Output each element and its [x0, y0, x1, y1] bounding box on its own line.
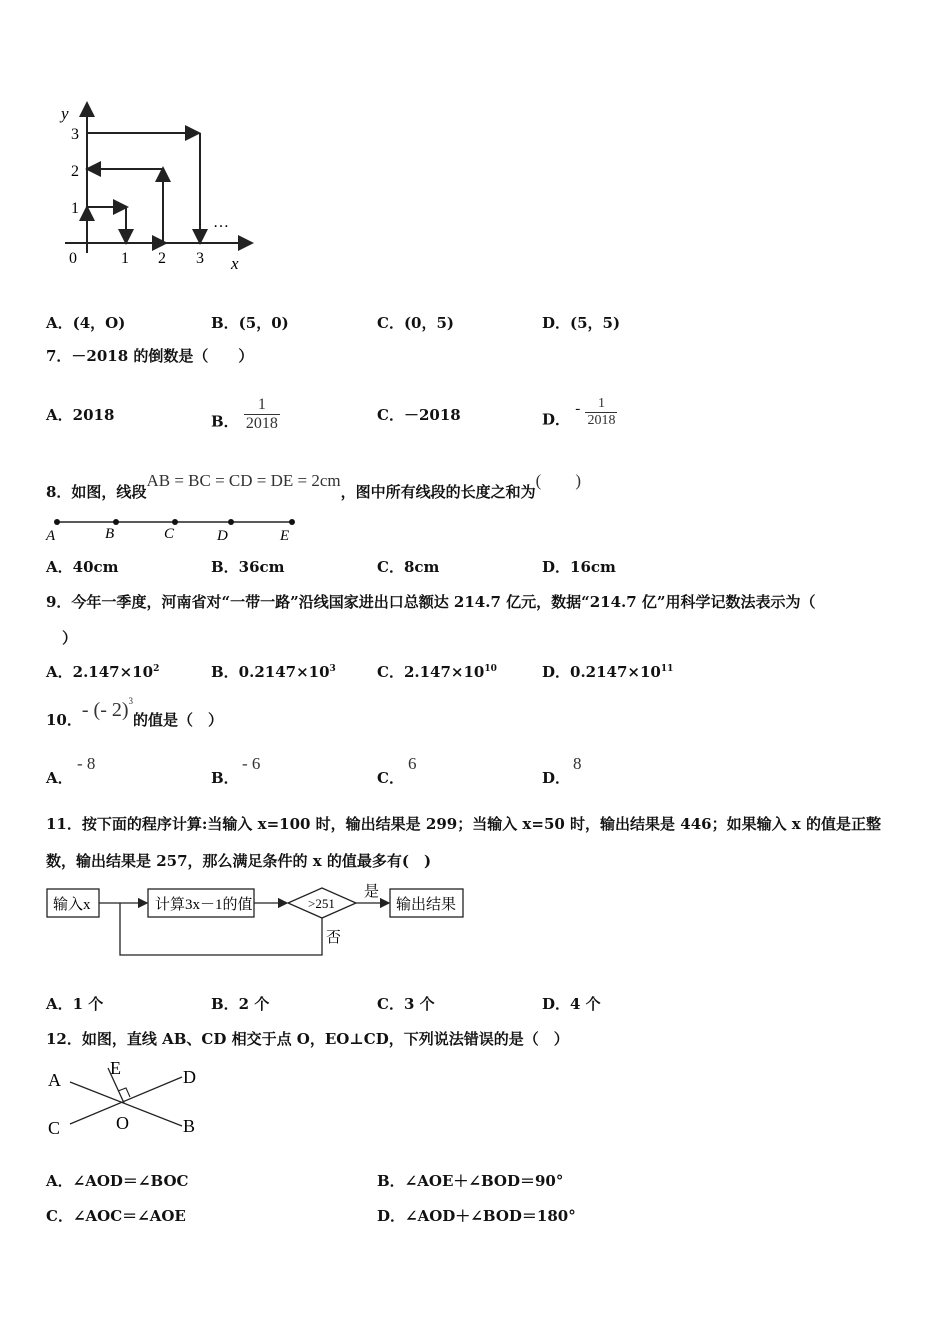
- q8-option-a: A．40cm: [46, 558, 119, 576]
- q9-stem-line2: ）: [62, 629, 78, 647]
- point-d: [228, 519, 234, 525]
- y-axis-label: y: [61, 104, 69, 123]
- point-a: [54, 519, 60, 525]
- q8-stem: [46, 466, 581, 501]
- q7-option-a: A．2018: [46, 406, 115, 424]
- q12-intersecting-lines-figure: [44, 1054, 214, 1144]
- q7-d-numerator: 1: [597, 396, 605, 411]
- q12-option-d: D．∠AOD＋∠BOD＝180°: [377, 1207, 576, 1225]
- q7-option-d: [542, 396, 617, 437]
- q10-option-c-value: 6: [408, 754, 417, 773]
- q7-option-d-fraction: [585, 396, 617, 429]
- q9-option-b: [211, 661, 336, 682]
- label-b: B: [183, 1116, 196, 1136]
- label-o: O: [116, 1113, 129, 1133]
- graph-ellipsis: …: [213, 214, 229, 231]
- q9-a-base: A．2.147×10: [46, 663, 154, 681]
- x-tick-2: 2: [158, 250, 166, 267]
- q10-option-b-value: - 6: [242, 754, 261, 773]
- q12-option-a: A．∠AOD＝∠BOC: [46, 1172, 189, 1190]
- q8-stem-suffix: ，图中所有线段的长度之和为: [340, 483, 536, 501]
- q7-d-denominator: 2018: [587, 413, 616, 428]
- q7-option-b: [211, 396, 280, 441]
- point-d-label: D: [217, 528, 228, 544]
- x-tick-3: 3: [196, 250, 204, 267]
- q10-expression-exponent: 3: [128, 696, 134, 706]
- flow-output-label: 输出结果: [396, 897, 457, 913]
- q11-flowchart: [44, 878, 474, 963]
- point-a-label: A: [46, 528, 56, 544]
- q10-stem-prefix: 10．: [46, 711, 82, 729]
- q11-option-d: D．4 个: [542, 995, 601, 1013]
- y-tick-2: 2: [71, 163, 79, 180]
- q10-option-a-value: - 8: [77, 754, 96, 773]
- q10-option-a-label: A．: [46, 769, 73, 787]
- q7-option-b-fraction: [244, 396, 280, 433]
- q10-option-d-label: D．: [542, 769, 571, 787]
- q9-option-a: [46, 661, 159, 682]
- point-e-label: E: [280, 528, 290, 544]
- q9-b-exponent: 3: [329, 664, 336, 674]
- y-tick-3: 3: [71, 126, 79, 143]
- q8-formula: AB = BC = CD = DE = 2cm: [146, 471, 341, 490]
- q6-option-a: A．(4，O): [46, 314, 126, 332]
- q9-option-d: [542, 661, 673, 682]
- q11-stem-line1: 11．按下面的程序计算:当输入 x=100 时，输出结果是 299；当输入 x=50 时，输出结果是 446；如果输入 x 的值是正整: [46, 815, 881, 833]
- q9-stem-line1: 9．今年一季度，河南省对“一带一路”沿线国家进出口总额达 214.7 亿元，数据“214.7 亿”用科学记数法表示为（: [46, 593, 816, 611]
- q10-option-b-label: B．: [211, 769, 239, 787]
- q9-c-base: C．2.147×10: [377, 663, 485, 681]
- q9-option-c: [377, 661, 497, 682]
- flow-input-label: 输入x: [53, 897, 91, 913]
- q7-option-b-label: B．: [211, 412, 239, 431]
- q10-expression: - (- 2): [81, 699, 129, 721]
- q9-a-exponent: 2: [153, 664, 160, 674]
- q6-option-b: B．(5，0): [211, 314, 289, 332]
- q6-option-c: C．(0，5): [377, 314, 455, 332]
- point-e: [289, 519, 295, 525]
- q8-option-d: D．16cm: [542, 558, 616, 576]
- q7-d-sign: -: [575, 400, 581, 417]
- q10-stem: [46, 696, 224, 729]
- q8-option-c: C．8cm: [377, 558, 440, 576]
- q8-option-b: B．36cm: [211, 558, 285, 576]
- origin-label: 0: [69, 250, 77, 267]
- q12-stem: 12．如图，直线 AB、CD 相交于点 O，EO⊥CD，下列说法错误的是（ ）: [46, 1030, 569, 1048]
- q7-option-d-label: D．: [542, 410, 571, 429]
- q7-b-denominator: 2018: [245, 415, 278, 432]
- q6-option-d: D．(5，5): [542, 314, 621, 332]
- q9-b-base: B．0.2147×10: [211, 663, 330, 681]
- q7-b-numerator: 1: [257, 396, 266, 413]
- label-d: D: [183, 1067, 196, 1087]
- q9-d-base: D．0.2147×10: [542, 663, 661, 681]
- label-c: C: [48, 1118, 61, 1138]
- q10-option-d-value: 8: [573, 754, 582, 773]
- flow-no-label: 否: [326, 930, 342, 946]
- q7-option-c: C．－2018: [377, 406, 461, 424]
- q8-segment-figure: [45, 512, 305, 544]
- q7-stem: 7．－2018 的倒数是（ ）: [46, 347, 254, 365]
- flow-compute-label: 计算3x－1的值: [155, 897, 253, 913]
- y-tick-1: 1: [71, 200, 79, 217]
- q10-option-c-label: C．: [377, 769, 404, 787]
- label-a: A: [48, 1070, 61, 1090]
- flow-yes-label: 是: [364, 884, 380, 900]
- q10-stem-suffix: 的值是（ ）: [133, 711, 224, 729]
- q11-option-b: B．2 个: [211, 995, 270, 1013]
- q11-stem-line2: 数，输出结果是 257，那么满足条件的 x 的值最多有( ): [46, 852, 432, 870]
- point-b: [113, 519, 119, 525]
- x-axis-label: x: [231, 254, 239, 273]
- flow-condition-label: >251: [308, 896, 335, 911]
- x-tick-1: 1: [121, 250, 129, 267]
- q12-option-c: C．∠AOC＝∠AOE: [46, 1207, 186, 1225]
- q12-option-b: B．∠AOE＋∠BOD＝90°: [377, 1172, 564, 1190]
- q8-stem-prefix: 8．如图，线段: [46, 483, 147, 501]
- point-c-label: C: [164, 526, 175, 542]
- point-c: [172, 519, 178, 525]
- q11-option-a: A．1 个: [46, 995, 104, 1013]
- point-b-label: B: [105, 526, 115, 542]
- label-e: E: [110, 1058, 121, 1078]
- q9-c-exponent: 10: [484, 664, 497, 674]
- q8-paren: ( ): [535, 471, 581, 490]
- step-path-graph: [55, 95, 265, 280]
- q11-option-c: C．3 个: [377, 995, 435, 1013]
- q9-d-exponent: 11: [660, 664, 674, 674]
